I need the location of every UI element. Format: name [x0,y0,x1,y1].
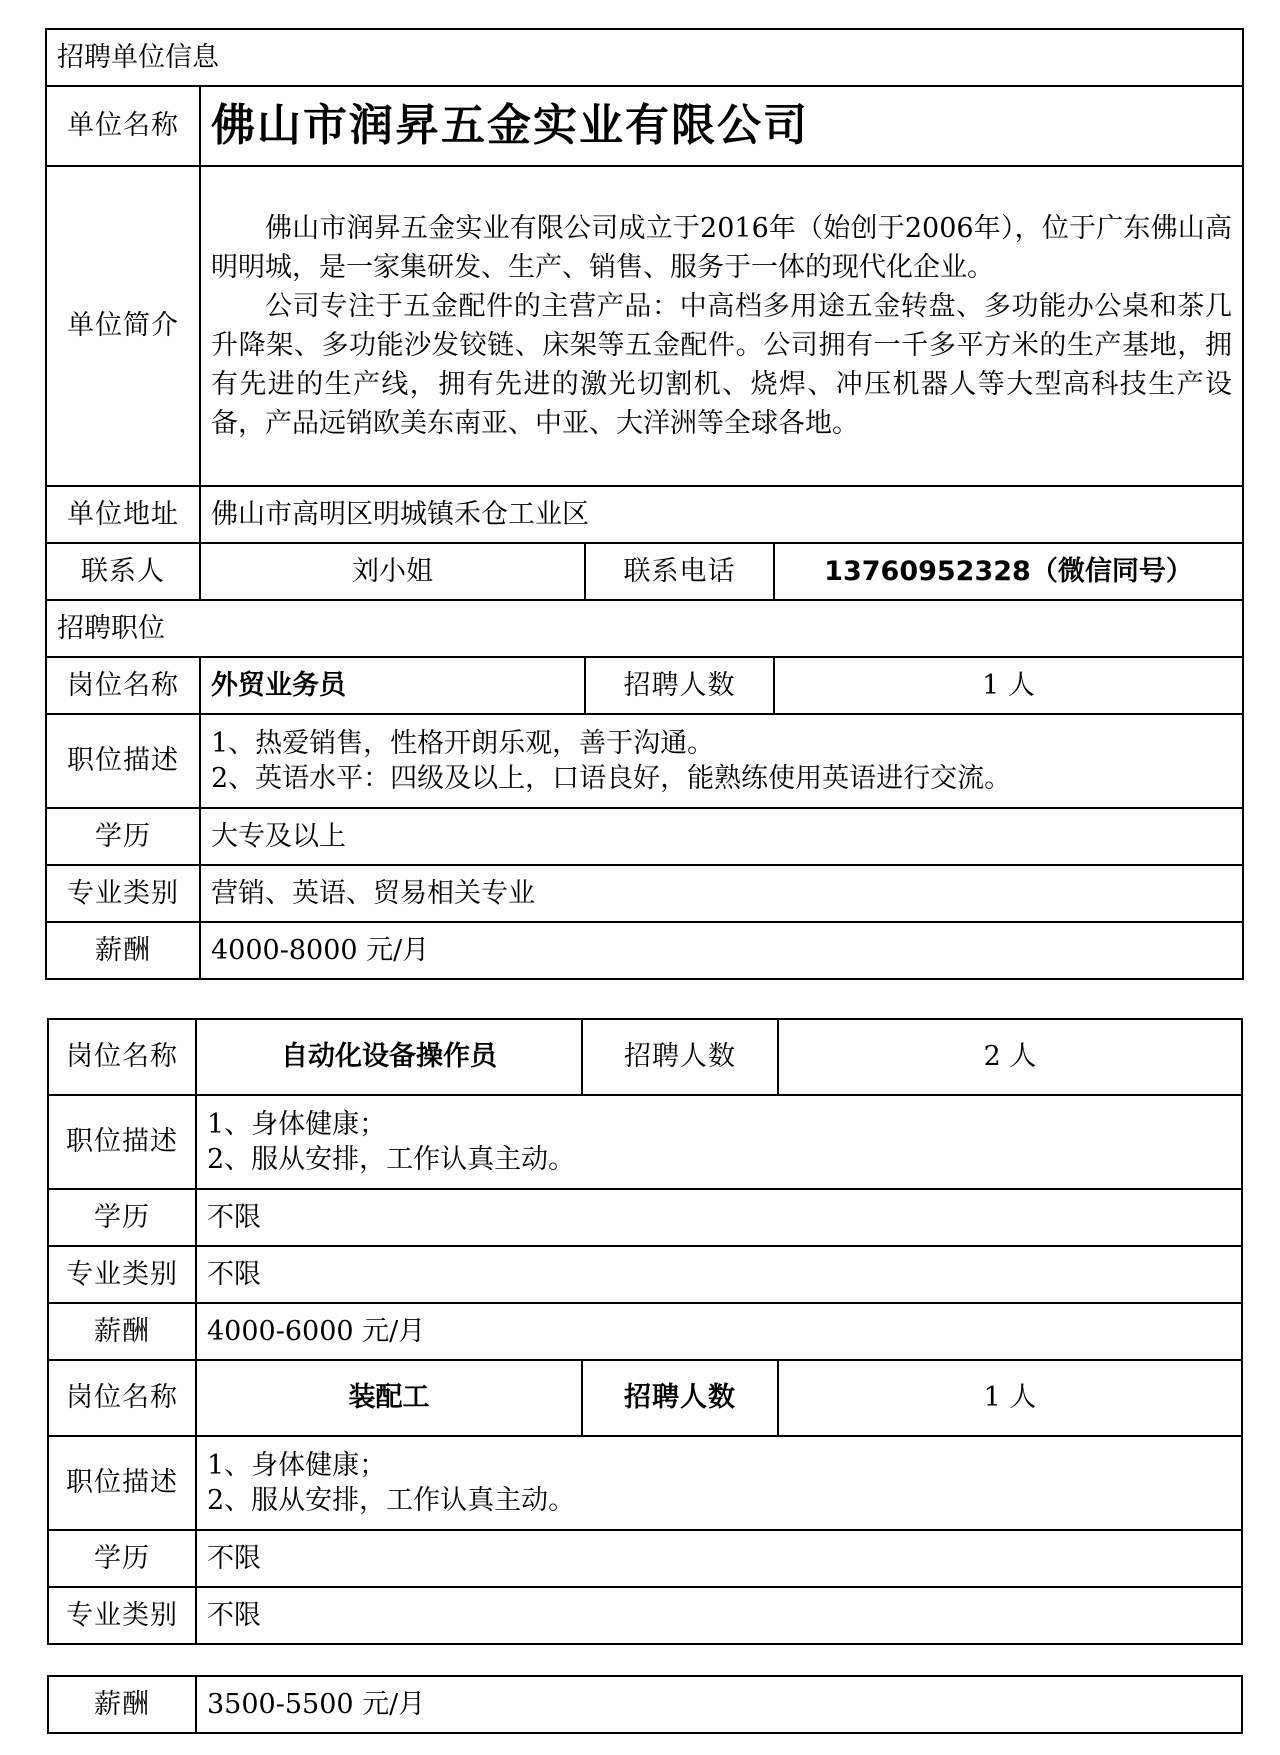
position-name-label: 岗位名称 [48,1019,196,1095]
salary-label: 薪酬 [48,1303,196,1360]
company-info-table [45,28,1244,980]
description-label: 职位描述 [46,714,200,808]
section-title-company: 招聘单位信息 [46,29,1243,86]
position-name-label: 岗位名称 [46,657,200,714]
major-value: 不限 [196,1246,1242,1303]
major-value: 营销、英语、贸易相关专业 [200,865,1243,922]
description-line: 2、服从安排，工作认真主动。 [207,1485,576,1516]
company-name: 佛山市润昇五金实业有限公司 [200,86,1243,166]
major-value: 不限 [196,1587,1242,1644]
description-line: 2、英语水平：四级及以上，口语良好，能熟练使用英语进行交流。 [211,763,1012,794]
salary-label: 薪酬 [46,922,200,979]
position-name: 装配工 [196,1360,582,1436]
position-name-label: 岗位名称 [48,1360,196,1436]
phone-label: 联系电话 [585,543,774,600]
position-name: 外贸业务员 [200,657,585,714]
major-label: 专业类别 [48,1587,196,1644]
company-name-label: 单位名称 [46,86,200,166]
description-line: 2、服从安排，工作认真主动。 [207,1144,576,1175]
company-intro [200,166,1243,486]
description-line: 1、热爱销售，性格开朗乐观，善于沟通。 [211,727,715,759]
education-value: 不限 [196,1530,1242,1587]
education-value: 不限 [196,1189,1242,1246]
headcount-value: 2 人 [778,1019,1242,1095]
headcount-label: 招聘人数 [582,1360,778,1436]
headcount-value: 1 人 [778,1360,1242,1436]
description-label: 职位描述 [48,1436,196,1530]
description-label: 职位描述 [48,1095,196,1189]
salary-table [47,1675,1243,1734]
education-label: 学历 [48,1530,196,1587]
intro-paragraph: 公司专注于五金配件的主营产品：中高档多用途五金转盘、多功能办公桌和茶几升降架、多功能沙发铰链、床架等五金配件。公司拥有一千多平方米的生产基地，拥有先进的生产线，拥有先进的激光切割机、烧焊、冲压机器人等大型高科技生产设备，产品远销欧美东南亚、中亚、大洋洲等全球各地。 [211,291,1232,439]
contact-person: 刘小姐 [200,543,585,600]
company-address-label: 单位地址 [46,486,200,543]
salary-value: 3500-5500 元/月 [196,1676,1242,1733]
contact-label: 联系人 [46,543,200,600]
description-line: 1、身体健康； [207,1449,387,1481]
salary-value: 4000-6000 元/月 [196,1303,1242,1360]
section-title-positions: 招聘职位 [46,600,1243,657]
headcount-label: 招聘人数 [582,1019,778,1095]
education-label: 学历 [46,808,200,865]
headcount-value: 1 人 [774,657,1243,714]
salary-value: 4000-8000 元/月 [200,922,1243,979]
position-description [196,1095,1242,1189]
phone-number: 13760952328（微信同号） [774,543,1243,600]
education-value: 大专及以上 [200,808,1243,865]
headcount-label: 招聘人数 [585,657,774,714]
major-label: 专业类别 [48,1246,196,1303]
company-address: 佛山市高明区明城镇禾仓工业区 [200,486,1243,543]
salary-label: 薪酬 [48,1676,196,1733]
major-label: 专业类别 [46,865,200,922]
position-description [200,714,1243,808]
position-name: 自动化设备操作员 [196,1019,582,1095]
education-label: 学历 [48,1189,196,1246]
intro-paragraph: 佛山市润昇五金实业有限公司成立于2016年（始创于2006年），位于广东佛山高明明城，是一家集研发、生产、销售、服务于一体的现代化企业。 [211,213,1232,283]
company-intro-label: 单位简介 [46,166,200,486]
positions-table [47,1018,1243,1645]
position-description [196,1436,1242,1530]
description-line: 1、身体健康； [207,1108,387,1140]
